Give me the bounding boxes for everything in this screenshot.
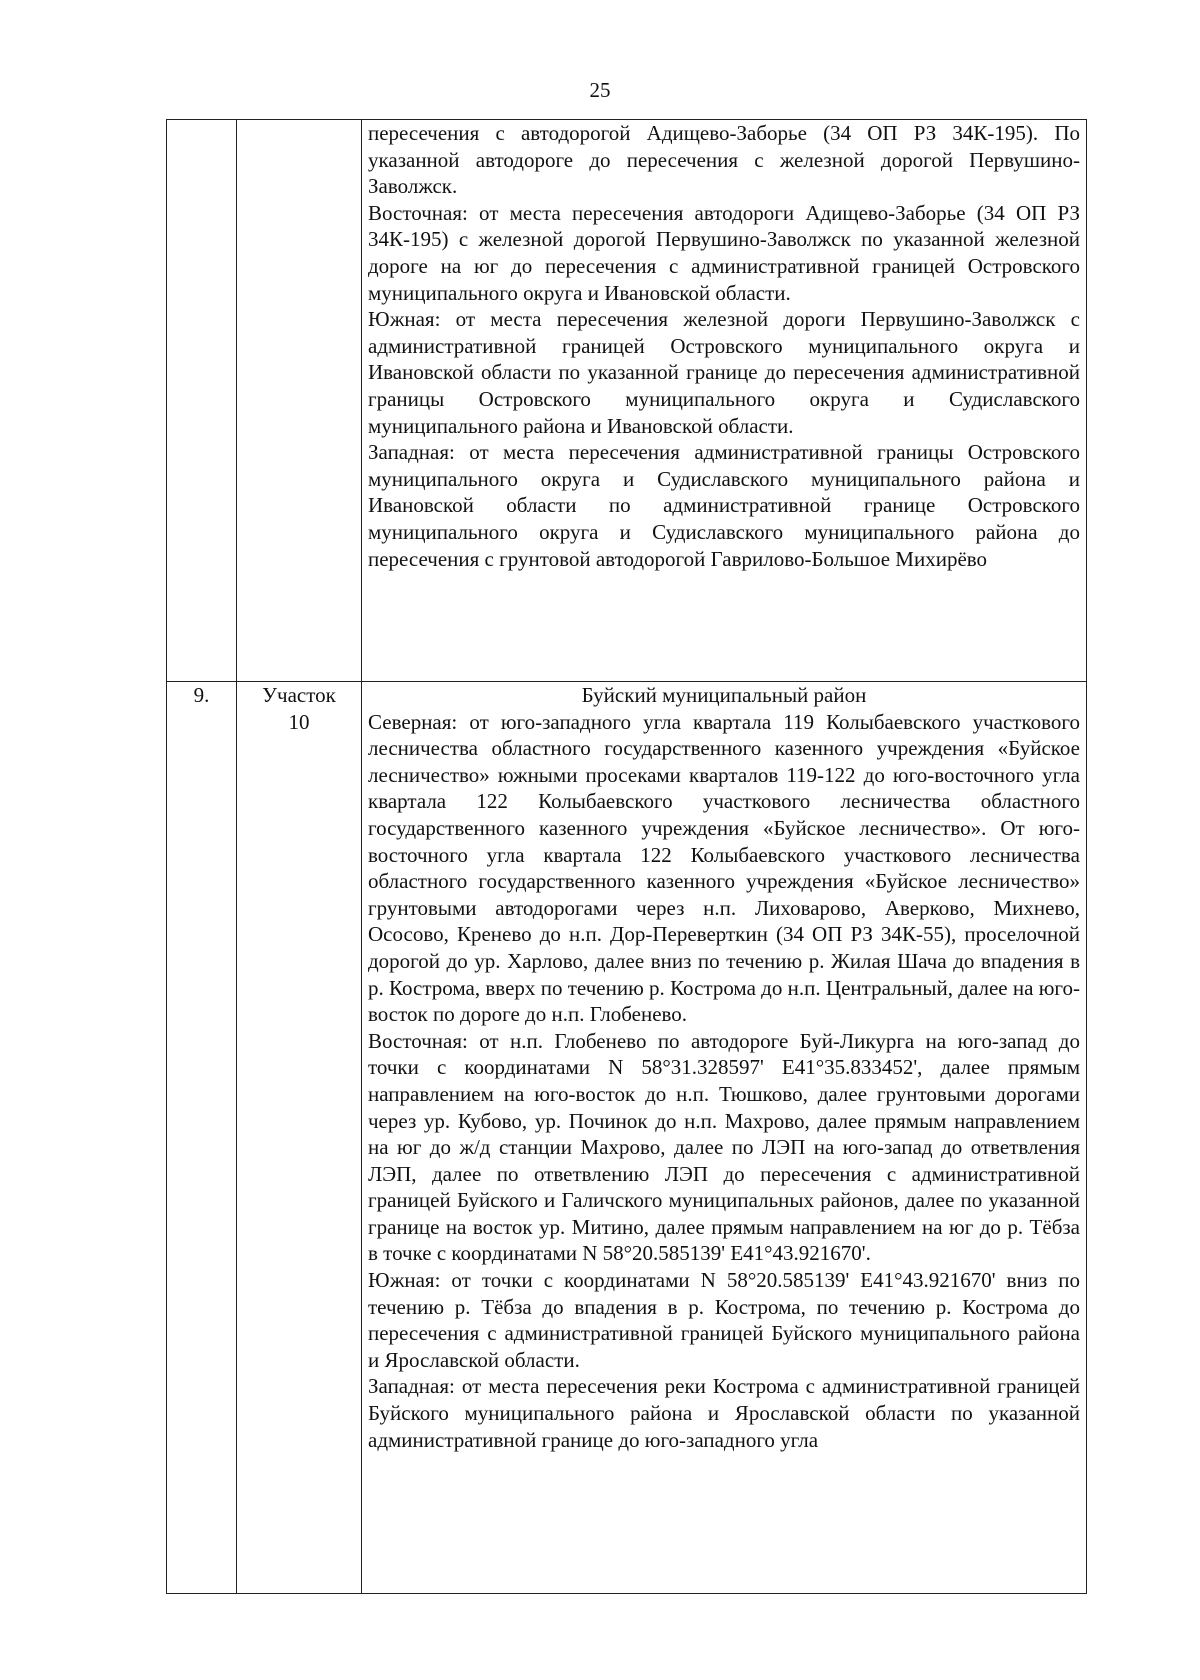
boundary-paragraph-east: Восточная: от н.п. Глобенево по автодороге Буй-Ликурга на юго-запад до точки с координатами N 58°31.328597' E41°35.833452', далее прямым направлением на юго-восток до н.п. Тюшково, далее грунтовыми дорогами через ур. Кубово, ур. Починок до н.п. Махрово, далее прямым направлением на юг до ж/д станции Махрово, далее по ЛЭП на юго-запад до ответвления ЛЭП, далее по ответвлению ЛЭП до пересечения с административной границей Буйского и Галичского муниципальных районов, далее по указанной границе на восток ур. Митино, далее прямым направлением на юг до р. Тёбза в точке с координатами N 58°20.585139' E41°43.921670'. xyxy=(368,1028,1080,1266)
site-cell xyxy=(237,682,362,1594)
boundary-paragraph-south: Южная: от точки с координатами N 58°20.585139' E41°43.921670' вниз по течению р. Тёбза до впадения в р. Кострома, по течению р. Кострома до пересечения с административной границей Буйского муниципального района и Ярославской области. xyxy=(368,1268,1080,1372)
boundary-description-cell xyxy=(362,682,1087,1594)
table-row xyxy=(167,682,1087,1594)
site-cell xyxy=(237,120,362,682)
boundary-description-cell xyxy=(362,120,1087,682)
boundary-paragraph-east: Восточная: от места пересечения автодороги Адищево-Заборье (34 ОП РЗ 34К-195) с железной дорогой Первушино-Заволжск по указанной железной дороге на юг до пересечения с административной границей Островского муниципального округа и Ивановской области. xyxy=(368,200,1080,305)
row-number-cell xyxy=(167,682,237,1594)
boundaries-table xyxy=(166,119,1087,1594)
boundary-paragraph-west: Западная: от места пересечения реки Кострома с административной границей Буйского муниципального района и Ярославской области по указанной административной границе до юго-западного угла xyxy=(368,1374,1080,1452)
boundary-paragraph-south: Южная: от места пересечения железной дороги Первушино-Заволжск с административной границей Островского муниципального округа и Ивановской области по указанной границе до пересечения административной границы Островского муниципального округа и Судиславского муниципального района и Ивановской области. xyxy=(368,307,1080,438)
district-heading: Буйский муниципальный район xyxy=(581,683,867,707)
page-number: 25 xyxy=(589,78,611,102)
row-number: 9. xyxy=(193,683,210,707)
table-row xyxy=(167,120,1087,682)
row-number-cell xyxy=(167,120,237,682)
boundary-paragraph-north: Северная: от юго-западного угла квартала 119 Колыбаевского участкового лесничества областного государственного казенного учреждения «Буйское лесничество» южными просеками кварталов 119-122 до юго-восточного угла квартала 122 Колыбаевского участкового лесничества областного государственного казенного учреждения «Буйское лесничество». От юго-восточного угла квартала 122 Колыбаевского участкового лесничества областного государственного казенного учреждения «Буйское лесничество» грунтовыми автодорогами через н.п. Лиховарово, Аверково, Михнево, Ососово, Кренево до н.п. Дор-Переверткин (34 ОП РЗ 34К-55), проселочной дорогой до ур. Харлово, далее вниз по течению р. Жилая Шача до впадения в р. Кострома, вверх по течению р. Кострома до н.п. Центральный, далее на юго-восток по дороге до н.п. Глобенево. xyxy=(368,709,1080,1027)
site-name: Участок 10 xyxy=(262,683,336,734)
boundary-paragraph-west: Западная: от места пересечения административной границы Островского муниципального округа и Судиславского муниципального района и Ивановской области по административной границе Островского муниципального округа и Судиславского муниципального района до пересечения с грунтовой автодорогой Гаврилово-Большое Михирёво xyxy=(368,440,1080,571)
boundary-paragraph: пересечения с автодорогой Адищево-Заборье (34 ОП РЗ 34К-195). По указанной автодороге до пересечения с железной дорогой Первушино-Заволжск. xyxy=(368,121,1080,199)
